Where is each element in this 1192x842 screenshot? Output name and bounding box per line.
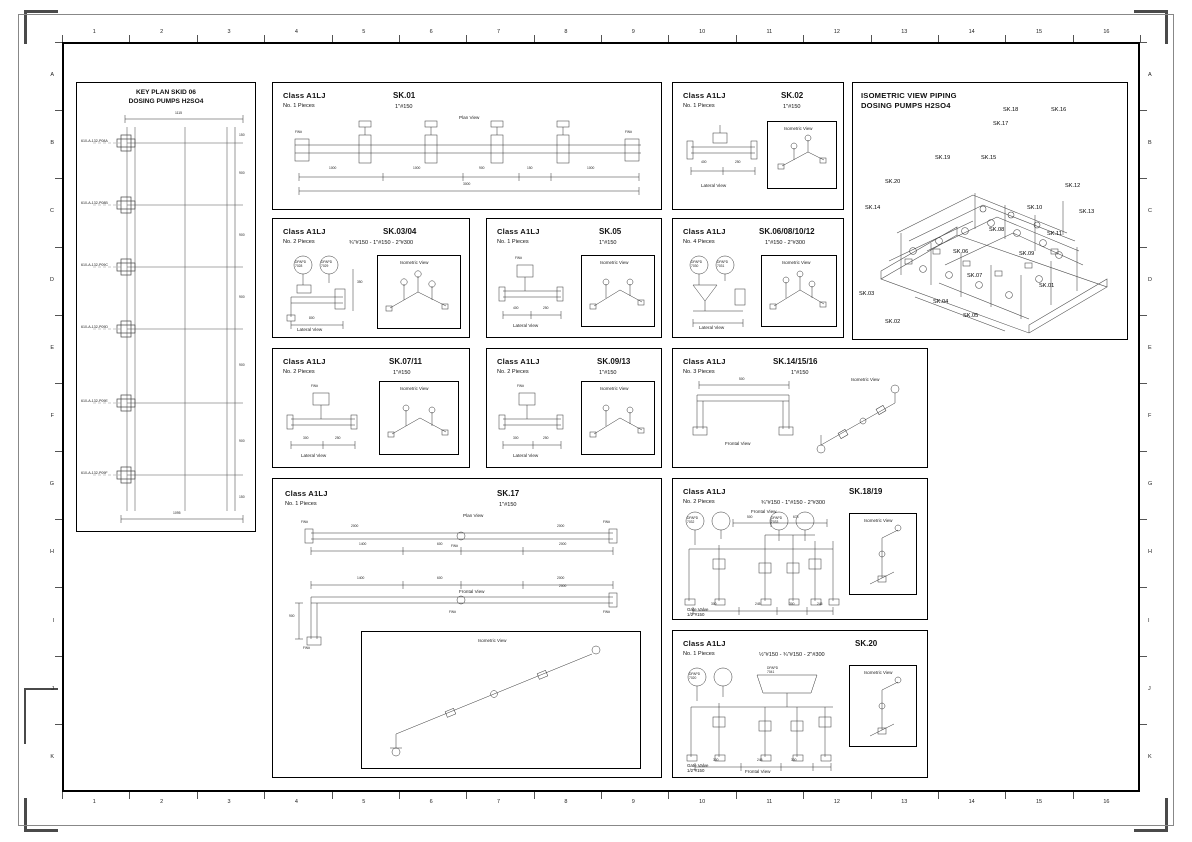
dim-label: 300	[791, 758, 797, 762]
panel-class-label: Class A1LJ	[683, 487, 726, 496]
ruler-label-col: 3	[227, 799, 231, 805]
ruler-tick	[1140, 110, 1147, 111]
ruler-tick	[62, 792, 63, 799]
iso-label-sk07: SK.07	[967, 273, 983, 279]
key-plan-tag: 610-A-132-P09D	[81, 325, 108, 329]
dim-label: 1400	[359, 542, 367, 546]
ruler-label-col: 13	[901, 799, 908, 805]
dim-label: 2000	[557, 576, 565, 580]
ruler-label-row: E	[1148, 344, 1152, 351]
ruler-label-col: 5	[362, 799, 366, 805]
dim-label: 600	[437, 542, 443, 546]
dim-label: 150	[527, 166, 533, 170]
ruler-tick	[55, 247, 62, 248]
dim-label: 1000	[587, 166, 595, 170]
panel-sk01[interactable]	[272, 82, 662, 210]
panel-code: SK.02	[781, 91, 804, 100]
key-plan-right-dim: 150	[239, 133, 245, 137]
iso-label-sk01: SK.01	[1039, 283, 1055, 289]
flange-label: FW#	[303, 646, 310, 650]
dim-label: 1000	[413, 166, 421, 170]
panel-sk06[interactable]	[672, 218, 844, 338]
panel-class-label: Class A1LJ	[683, 227, 726, 236]
dim-label-total: 3000	[463, 182, 471, 186]
iso-label-sk20: SK.20	[885, 179, 901, 185]
panel-code: SK.14/15/16	[773, 357, 818, 366]
panel-sk05[interactable]	[486, 218, 662, 338]
dim-label: 300	[713, 758, 719, 762]
ruler-label-col: 4	[294, 799, 298, 805]
ruler-tick	[55, 519, 62, 520]
panel-pieces: No. 2 Pieces	[283, 369, 315, 375]
ruler-tick	[871, 35, 872, 42]
key-plan-right-dim: 900	[239, 233, 245, 237]
isometric-box	[377, 255, 461, 329]
isometric-box	[581, 381, 655, 455]
ruler-label-col: 13	[901, 29, 908, 35]
ruler-tick	[55, 178, 62, 179]
flange-label: FW#	[517, 384, 524, 388]
ruler-tick	[803, 792, 804, 799]
panel-code: SK.01	[393, 91, 416, 100]
isometric-label: Isometric View	[400, 260, 429, 265]
ruler-label-row: F	[1148, 413, 1152, 419]
key-plan-tag: 610-A-132-P09E	[81, 399, 108, 403]
isometric-label: Isometric View	[864, 518, 893, 523]
panel-spec: ¾"#150 - 1"#150 - 2"#300	[761, 500, 826, 506]
panel-spec: 1"#150	[395, 104, 413, 110]
panel-class-label: Class A1LJ	[497, 357, 540, 366]
ruler-tick	[1140, 178, 1147, 179]
isometric-label: Isometric View	[782, 260, 811, 265]
key-plan-tag: 610-A-132-P09F	[81, 471, 108, 475]
instrument-bubble-label: DPAPD 7031	[717, 260, 729, 268]
iso-label-sk13: SK.13	[1079, 209, 1095, 215]
ruler-tick	[55, 587, 62, 588]
panel-pieces: No. 2 Pieces	[283, 239, 315, 245]
dim-label: 300	[711, 602, 717, 606]
ruler-label-row: A	[1148, 72, 1152, 79]
ruler-label-col: 15	[1035, 29, 1043, 35]
ruler-label-col: 2	[160, 29, 164, 35]
ruler-tick	[1140, 247, 1147, 248]
ruler-tick	[871, 792, 872, 799]
ruler-label-col: 14	[968, 799, 975, 805]
ruler-tick	[1073, 792, 1074, 799]
panel-spec: 1"#150	[393, 370, 411, 376]
ruler-label-col: 15	[1035, 799, 1043, 805]
key-plan-title-line2: DOSING PUMPS H2SO4	[128, 97, 204, 105]
iso-label-sk11: SK.11	[1047, 231, 1062, 237]
instrument-bubble-label: DPAPD 7029	[321, 260, 333, 268]
flange-label: FW#	[311, 384, 318, 388]
ruler-label-col: 16	[1103, 29, 1110, 35]
flange-label: FW#	[301, 520, 308, 524]
dim-label: 500	[739, 377, 745, 381]
ruler-label-row: D	[50, 276, 54, 283]
ruler-left	[40, 42, 62, 792]
isometric-box	[581, 255, 655, 327]
ruler-label-row: K	[50, 753, 54, 760]
isometric-label: Isometric View	[400, 386, 429, 391]
panel-code: SK.20	[855, 639, 878, 648]
ruler-tick	[55, 315, 62, 316]
panel-class-label: Class A1LJ	[683, 639, 726, 648]
panel-pieces: No. 3 Pieces	[683, 369, 715, 375]
iso-label-sk09: SK.09	[1019, 251, 1035, 257]
dim-label: 900	[289, 614, 295, 618]
view-label-plan: Plan View	[459, 115, 480, 120]
panel-sk17[interactable]	[272, 478, 662, 778]
dim-label: 350	[357, 280, 363, 284]
ruler-tick	[264, 792, 265, 799]
ruler-label-row: I	[52, 617, 54, 624]
panel-sk0304[interactable]	[272, 218, 470, 338]
ruler-tick	[197, 792, 198, 799]
ruler-tick	[668, 35, 669, 42]
ruler-tick	[1140, 315, 1147, 316]
view-label-lateral: Lateral View	[513, 453, 539, 458]
iso-title-line2: DOSING PUMPS H2SO4	[861, 101, 951, 110]
panel-pieces: No. 1 Pieces	[285, 501, 317, 507]
ruler-tick	[1140, 519, 1147, 520]
dim-label: 1000	[329, 166, 337, 170]
ruler-tick	[1140, 451, 1147, 452]
iso-title-line1: ISOMETRIC VIEW PIPING	[861, 91, 957, 100]
ruler-label-row: J	[1148, 685, 1151, 692]
ruler-tick	[1140, 42, 1147, 43]
instrument-bubble-label: DPAPD 7030	[691, 260, 703, 268]
ruler-bottom	[62, 792, 1140, 808]
view-label-lateral: Lateral View	[699, 325, 725, 330]
key-plan-top-dim: 1115	[175, 111, 183, 115]
isometric-label: Isometric View	[851, 377, 880, 382]
panel-class-label: Class A1LJ	[683, 357, 726, 366]
isometric-label: Isometric View	[864, 670, 893, 675]
panel-code: SK.06/08/10/12	[759, 227, 815, 236]
dim-label: 1400	[357, 576, 365, 580]
ruler-label-col: 6	[429, 799, 433, 805]
dim-label: 400	[701, 160, 707, 164]
view-label-frontal: Frontal View	[459, 589, 485, 594]
ruler-tick	[332, 35, 333, 42]
isometric-box	[361, 631, 641, 769]
ruler-tick	[129, 792, 130, 799]
dim-label: 673	[793, 515, 799, 519]
gate-valve-note: Gate Valve 1/2"#150	[687, 607, 709, 617]
iso-label-sk15: SK.15	[981, 155, 997, 161]
ruler-label-col: 7	[496, 29, 500, 35]
panel-class-label: Class A1LJ	[285, 489, 328, 498]
isometric-label: Isometric View	[478, 638, 507, 643]
ruler-tick	[601, 35, 602, 42]
ruler-label-row: F	[50, 413, 54, 419]
view-label-lateral: Lateral View	[513, 323, 539, 328]
iso-label-sk05: SK.05	[963, 313, 979, 319]
dim-label: 900	[479, 166, 485, 170]
panel-sk02[interactable]	[672, 82, 844, 210]
panel-class-label: Class A1LJ	[283, 357, 326, 366]
key-plan-right-dim: 900	[239, 171, 245, 175]
ruler-label-col: 14	[968, 29, 975, 35]
view-label-lateral: Lateral View	[297, 327, 323, 332]
isometric-box	[767, 121, 837, 189]
panel-code: SK.07/11	[389, 357, 422, 366]
key-plan-right-dim: 900	[239, 363, 245, 367]
instrument-bubble-label: DPAPD 7020	[689, 672, 701, 680]
panel-sk20[interactable]	[672, 630, 928, 778]
ruler-tick	[62, 35, 63, 42]
ruler-label-col: 12	[833, 29, 840, 35]
iso-label-sk10: SK.10	[1027, 205, 1043, 211]
instrument-bubble-label: DPAPD 7032	[687, 516, 699, 524]
ruler-tick	[264, 35, 265, 42]
dim-label: 2000	[559, 584, 567, 588]
ruler-label-row: C	[50, 208, 54, 215]
ruler-label-col: 16	[1103, 799, 1110, 805]
ruler-tick	[534, 792, 535, 799]
panel-spec: 1"#150	[499, 502, 517, 508]
dim-label: 300	[789, 602, 795, 606]
dim-label: 300	[513, 436, 519, 440]
gate-valve-note: Gate Valve 1/2"#150	[687, 763, 709, 773]
ruler-label-row: J	[51, 685, 54, 692]
iso-label-sk08: SK.08	[989, 227, 1005, 233]
ruler-tick	[668, 792, 669, 799]
dim-label: 2000	[351, 524, 359, 528]
dim-label: 250	[735, 160, 741, 164]
flange-label: FW#	[603, 520, 610, 524]
panel-pieces: No. 2 Pieces	[683, 499, 715, 505]
ruler-label-col: 3	[227, 29, 231, 35]
iso-label-sk16: SK.16	[1051, 107, 1067, 113]
panel-code: SK.17	[497, 489, 520, 498]
ruler-label-row: G	[49, 481, 54, 488]
dim-label: 245	[757, 758, 763, 762]
ruler-tick	[399, 35, 400, 42]
panel-pieces: No. 1 Pieces	[683, 103, 715, 109]
panel-spec: 1"#150	[783, 104, 801, 110]
flange-label: FW#	[515, 256, 522, 260]
ruler-label-col: 10	[699, 29, 706, 35]
ruler-label-col: 12	[833, 799, 840, 805]
ruler-tick	[55, 383, 62, 384]
dim-label: 245	[817, 602, 823, 606]
panel-pieces: No. 4 Pieces	[683, 239, 715, 245]
ruler-label-row: B	[1148, 140, 1152, 147]
iso-label-sk18: SK.18	[1003, 107, 1019, 113]
dim-label: 250	[335, 436, 341, 440]
ruler-tick	[803, 35, 804, 42]
panel-pieces: No. 1 Pieces	[683, 651, 715, 657]
dim-label: 500	[747, 515, 753, 519]
ruler-tick	[1140, 724, 1147, 725]
isometric-box	[379, 381, 459, 455]
ruler-tick	[1140, 587, 1147, 588]
ruler-tick	[399, 792, 400, 799]
view-label-frontal: Frontal View	[725, 441, 751, 446]
ruler-label-col: 1	[92, 799, 96, 805]
key-plan-tag: 610-A-132-P08B	[81, 201, 108, 205]
panel-sk0711[interactable]	[272, 348, 470, 468]
ruler-label-row: B	[50, 140, 54, 147]
panel-spec: 1"#150	[599, 370, 617, 376]
ruler-tick	[938, 792, 939, 799]
iso-label-sk14: SK.14	[865, 205, 881, 211]
panel-class-label: Class A1LJ	[283, 227, 326, 236]
ruler-label-col: 6	[429, 29, 433, 35]
key-plan-bottom-dim: 1095	[173, 511, 181, 515]
ruler-label-col: 10	[699, 799, 706, 805]
key-plan-tag: 610-A-132-P09C	[81, 263, 108, 267]
iso-label-sk19: SK.19	[935, 155, 951, 161]
ruler-tick	[736, 792, 737, 799]
panel-spec: ½"#150 - ¾"#150 - 2"#300	[759, 652, 825, 658]
dim-label: 800	[309, 316, 315, 320]
panel-key-plan[interactable]	[76, 82, 256, 532]
panel-class-label: Class A1LJ	[497, 227, 540, 236]
ruler-tick	[601, 792, 602, 799]
isometric-box	[849, 513, 917, 595]
flange-label: FW#	[603, 610, 610, 614]
isometric-label: Isometric View	[784, 126, 813, 131]
flange-label: FW#	[449, 610, 456, 614]
ruler-label-col: 7	[496, 799, 500, 805]
ruler-tick	[938, 35, 939, 42]
view-label-lateral: Lateral View	[701, 183, 727, 188]
view-label-frontal: Frontal View	[745, 769, 771, 774]
isometric-box	[849, 665, 917, 747]
ruler-label-row: D	[1148, 276, 1152, 283]
ruler-label-row: H	[1148, 549, 1152, 556]
dim-label: 300	[303, 436, 309, 440]
ruler-tick	[1140, 656, 1147, 657]
ruler-label-row: I	[1148, 617, 1150, 624]
ruler-label-row: H	[50, 549, 54, 556]
ruler-tick	[55, 42, 62, 43]
instrument-bubble-label: DPAPD 7041	[767, 666, 779, 674]
ruler-label-col: 4	[294, 29, 298, 35]
ruler-label-row: K	[1148, 753, 1152, 760]
panel-sk141516[interactable]	[672, 348, 928, 468]
ruler-tick	[736, 35, 737, 42]
iso-label-sk17: SK.17	[993, 121, 1009, 127]
panel-pieces: No. 1 Pieces	[283, 103, 315, 109]
ruler-label-col: 11	[766, 799, 773, 805]
instrument-bubble-label: DPAPD 7028	[295, 260, 307, 268]
iso-label-sk04: SK.04	[933, 299, 949, 305]
flange-label: FW#	[625, 130, 632, 134]
panel-pieces: No. 1 Pieces	[497, 239, 529, 245]
isometric-label: Isometric View	[600, 386, 629, 391]
iso-label-sk06: SK.06	[953, 249, 969, 255]
ruler-top	[62, 26, 1140, 42]
ruler-label-col: 9	[631, 799, 635, 805]
ruler-label-col: 5	[362, 29, 366, 35]
dim-label: 250	[543, 436, 549, 440]
panel-pieces: No. 2 Pieces	[497, 369, 529, 375]
dim-label: 250	[543, 306, 549, 310]
ruler-tick	[55, 656, 62, 657]
ruler-label-col: 2	[160, 799, 164, 805]
key-plan-right-dim: 900	[239, 439, 245, 443]
key-plan-tag: 610-A-132-P08A	[81, 139, 108, 143]
ruler-label-col: 8	[564, 29, 568, 35]
key-plan-right-dim: 900	[239, 295, 245, 299]
ruler-tick	[1005, 792, 1006, 799]
panel-class-label: Class A1LJ	[283, 91, 326, 100]
flange-label: FW#	[451, 544, 458, 548]
ruler-label-row: A	[50, 72, 54, 79]
flange-label: FW#	[295, 130, 302, 134]
panel-isometric-view[interactable]	[852, 82, 1128, 340]
key-plan-title-line1: KEY PLAN SKID 06	[136, 89, 196, 96]
ruler-label-row: G	[1148, 481, 1153, 488]
ruler-tick	[466, 35, 467, 42]
ruler-tick	[197, 35, 198, 42]
iso-label-sk03: SK.03	[859, 291, 875, 297]
dim-label: 2000	[557, 524, 565, 528]
key-plan-right-dim: 150	[239, 495, 245, 499]
panel-code: SK.05	[599, 227, 622, 236]
ruler-tick	[1140, 383, 1147, 384]
panel-class-label: Class A1LJ	[683, 91, 726, 100]
view-label-lateral: Lateral View	[301, 453, 327, 458]
ruler-label-col: 8	[564, 799, 568, 805]
ruler-tick	[129, 35, 130, 42]
instrument-bubble-label: DPAPD 7033	[771, 516, 783, 524]
ruler-label-col: 1	[92, 29, 96, 35]
panel-spec: 1"#150	[791, 370, 809, 376]
ruler-tick	[534, 35, 535, 42]
panel-sk0913[interactable]	[486, 348, 662, 468]
iso-label-sk02: SK.02	[885, 319, 901, 325]
dim-label: 2000	[559, 542, 567, 546]
isometric-box	[761, 255, 837, 327]
iso-label-sk12: SK.12	[1065, 183, 1081, 189]
panel-code: SK.18/19	[849, 487, 883, 496]
ruler-tick	[466, 792, 467, 799]
panel-sk1819[interactable]	[672, 478, 928, 620]
ruler-tick	[332, 792, 333, 799]
isometric-label: Isometric View	[600, 260, 629, 265]
dim-label: 400	[513, 306, 519, 310]
view-label-plan: Plan View	[463, 513, 484, 518]
ruler-tick	[55, 451, 62, 452]
panel-spec: ¾"#150 - 1"#150 - 2"#300	[349, 240, 414, 246]
ruler-label-row: E	[50, 344, 54, 351]
dim-label: 600	[437, 576, 443, 580]
ruler-tick	[55, 724, 62, 725]
panel-code: SK.09/13	[597, 357, 631, 366]
ruler-tick	[1073, 35, 1074, 42]
panel-code: SK.03/04	[383, 227, 417, 236]
view-label-frontal-top: Frontal View	[751, 509, 777, 514]
panel-spec: 1"#150	[599, 240, 617, 246]
ruler-tick	[55, 110, 62, 111]
ruler-tick	[1005, 35, 1006, 42]
dim-label: 245	[755, 602, 761, 606]
ruler-label-col: 11	[766, 29, 773, 35]
ruler-right	[1140, 42, 1162, 792]
panel-spec: 1"#150 - 2"#300	[765, 240, 806, 246]
ruler-label-col: 9	[631, 29, 635, 35]
ruler-label-row: C	[1148, 208, 1152, 215]
